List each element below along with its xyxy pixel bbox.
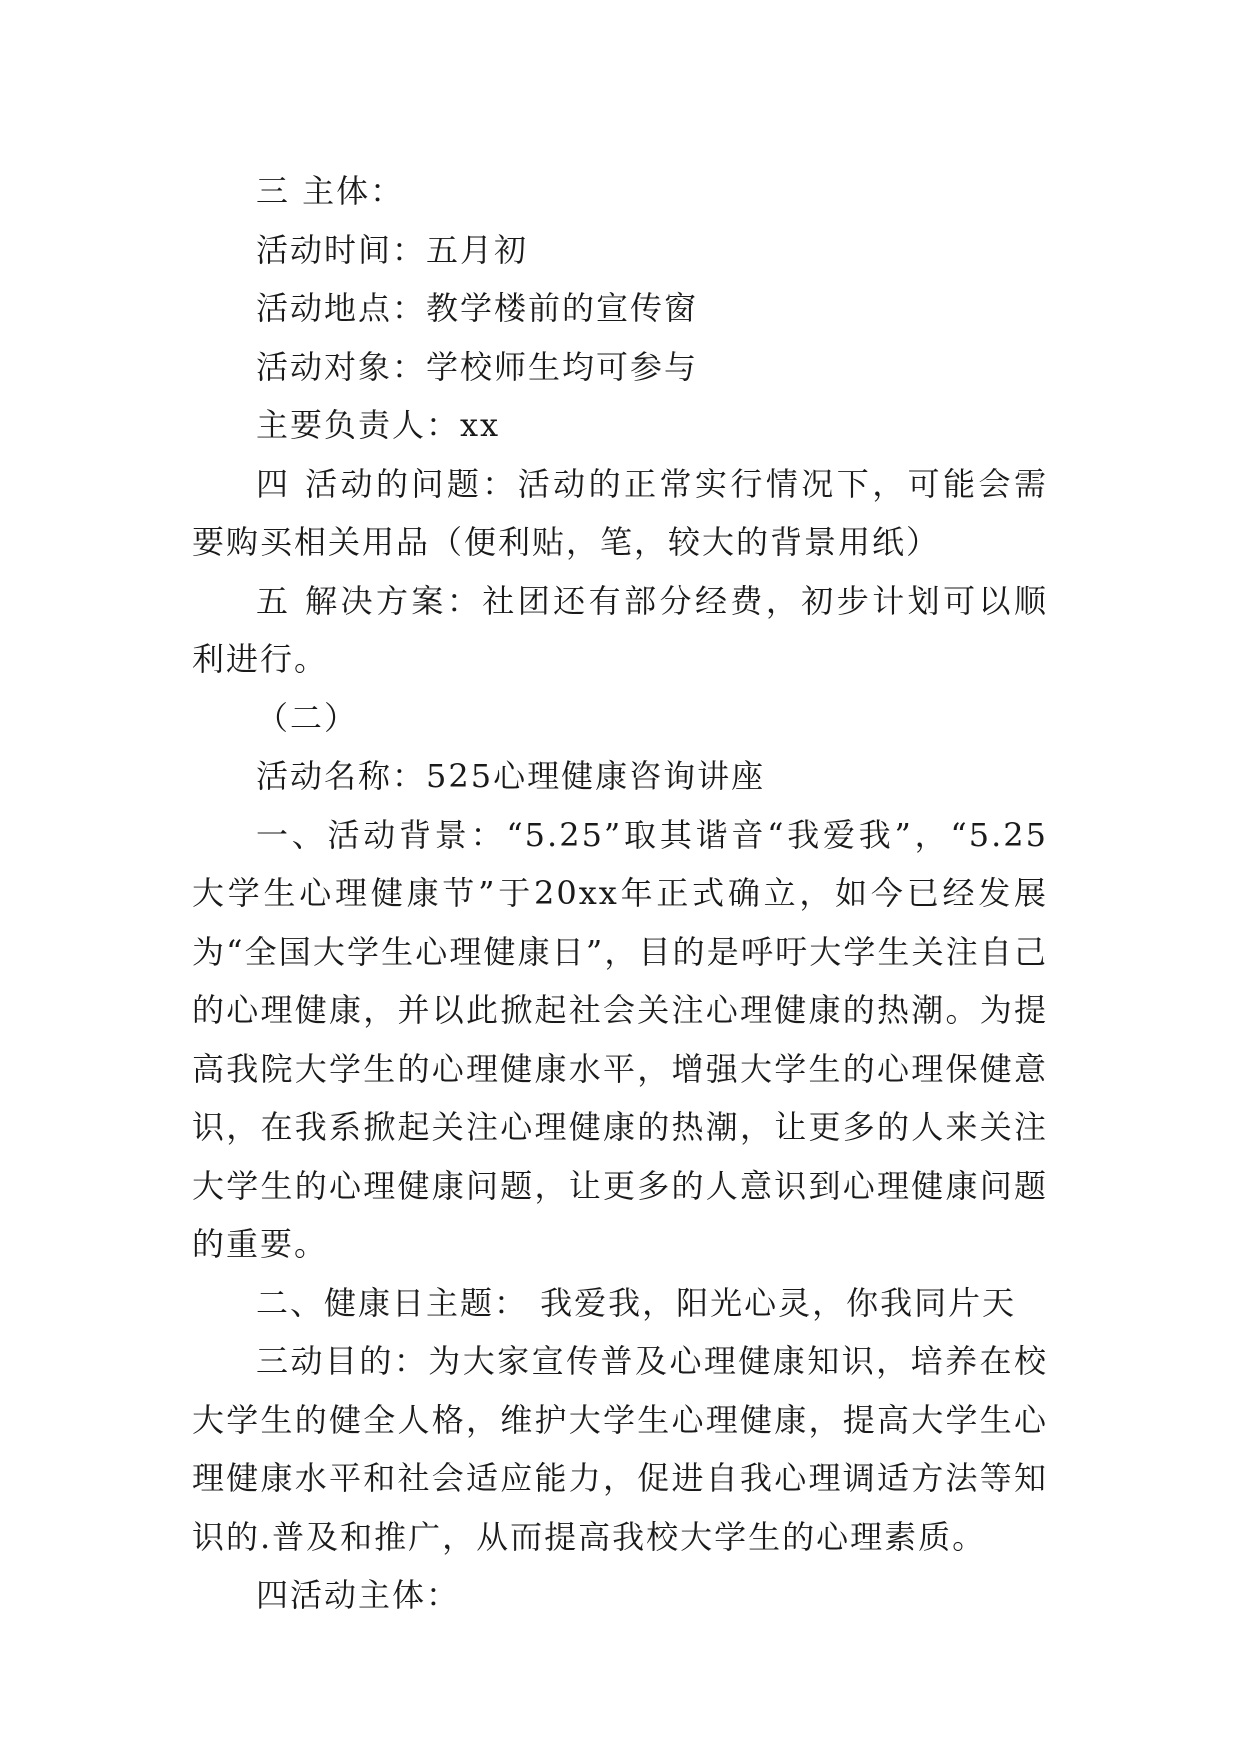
section-heading-main-body: 三 主体： [256, 172, 405, 210]
part-two-heading: （二） [256, 698, 359, 737]
activity-background-paragraph: 一、活动背景：“5.25”取其谐音“我爱我”，“5.25大学生心理健康节”于20xx年正式确立，如今已经发展为“全国大学生心理健康日”，目的是呼吁大学生关注自己的心理健康，并以此掀起社会关注心理健康的热潮。为提高我院大学生的心理健康水平，增强大学生的心理保健意识，在我系掀起关注心理健康的热潮，让更多的人来关注大学生的心理健康问题，让更多的人意识到心理健康问题的重要。 [192, 815, 1048, 1263]
document-body [192, 162, 1048, 1625]
solution-paragraph: 五 解决方案：社团还有部分经费，初步计划可以顺利进行。 [192, 581, 1048, 678]
activity-issues-paragraph: 四 活动的问题：活动的正常实行情况下，可能会需要购买相关用品（便利贴，笔，较大的背景用纸） [192, 464, 1048, 561]
activity-participants: 活动对象：学校师生均可参与 [256, 347, 699, 386]
health-day-theme: 二、健康日主题： 我爱我，阳光心灵，你我同片天 [256, 1283, 1017, 1322]
activity-subject-heading: 四活动主体： [256, 1576, 461, 1614]
activity-lead: 主要负责人：xx [256, 406, 501, 444]
activity-time: 活动时间：五月初 [256, 230, 529, 269]
activity-location: 活动地点：教学楼前的宣传窗 [256, 289, 699, 327]
activity-purpose-paragraph: 三动目的：为大家宣传普及心理健康知识，培养在校大学生的健全人格，维护大学生心理健康，提高大学生心理健康水平和社会适应能力，促进自我心理调适方法等知识的.普及和推广，从而提高我校大学生的心理素质。 [192, 1342, 1048, 1556]
activity-name: 活动名称：525心理健康咨询讲座 [256, 757, 766, 795]
